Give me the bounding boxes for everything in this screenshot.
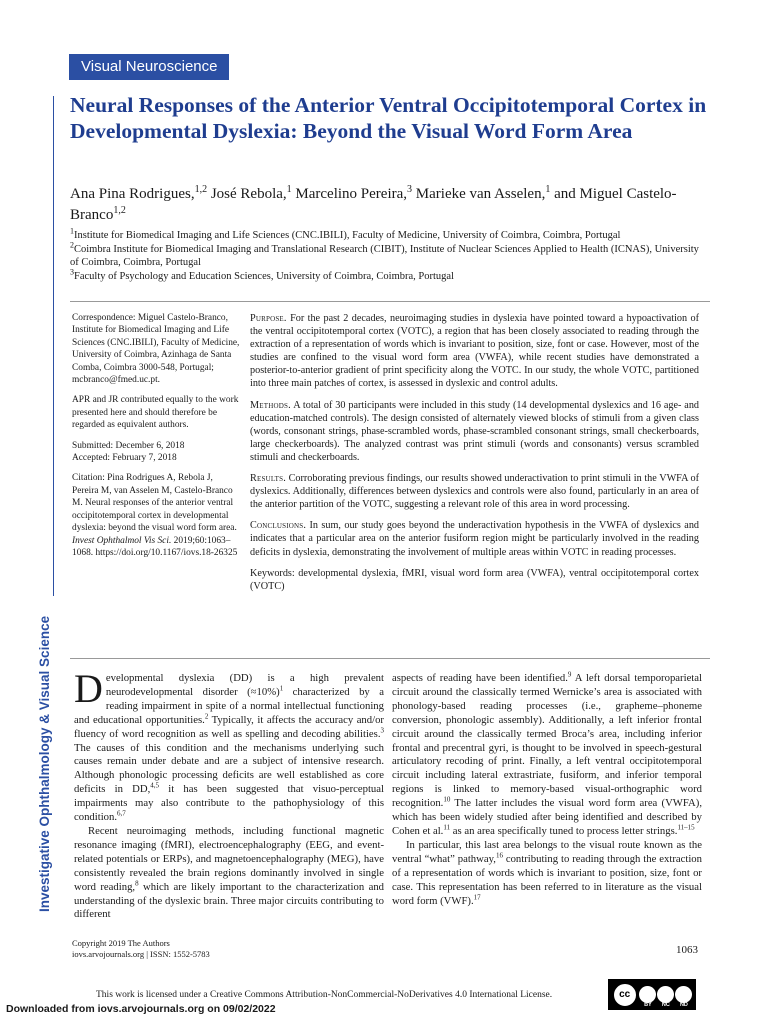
abstract-methods	[250, 399, 699, 464]
affiliation-item	[70, 226, 710, 243]
citation-text: Citation: Pina Rodrigues A, Rebola J, Pereira M, van Asselen M, Castelo-Branco M. Neural responses of the anterior ventral occipitotemporal cortex in developmental dyslexia: beyond the visual word form area.	[72, 473, 237, 534]
purpose-text: For the past 2 decades, neuroimaging studies in dyslexia have pointed toward a hypoactivation of the ventral occipitotemporal cortex (VOTC), a region that has been closely associated to reading through the extraction of a representation of words which is invariant to position, size, font or case. However, most of the studies are confined to the visual word form area (VWFA), while recent studies have demonstrated a posterior-to-anterior gradient of print specificity along the VOTC. In our study, the whole VOTC, partitioned into three main patches of cortex, is assessed in dyslexic and control adults.	[250, 313, 699, 390]
journal-name-vertical: Investigative Ophthalmology & Visual Science	[37, 615, 52, 912]
affiliation-text: Institute for Biomedical Imaging and Life Sciences (CNC.IBILI), Faculty of Medicine, University of Coimbra, Coimbra, Portugal	[74, 230, 621, 241]
body-text: The causes of this condition and the mechanisms underlying such causes remain under debate and are a subject of intensive research. Although phonologic processing deficits are well established as core deficits in DD,	[74, 741, 384, 796]
conclusions-label: Conclusions.	[250, 520, 307, 532]
affiliation-item	[70, 267, 710, 284]
ref[interactable]: 11	[443, 823, 451, 832]
drop-cap: D	[74, 666, 103, 711]
author-affiliation: 1	[286, 184, 292, 195]
ref[interactable]: 4,5	[150, 781, 160, 790]
correspondence: Correspondence: Miguel Castelo-Branco, Institute for Biomedical Imaging and Life Sciences (CNC.IBILI), Faculty of Medicine, University of Coimbra, Azinhaga de Santa Comba, Coimbra 3000-548, Portugal; mcbranco@fmed.uc.pt.	[72, 313, 240, 386]
cc-icon: cc	[612, 982, 638, 1008]
dates	[72, 440, 240, 465]
methods-label: Methods.	[250, 399, 291, 411]
license-text[interactable]: This work is licensed under a Creative Commons Attribution-NonCommercial-NoDerivatives 4.0 International License.	[96, 990, 553, 1000]
author-name: Marieke van Asselen,	[415, 186, 546, 202]
body-text: contributing to reading through the extraction of a representation of words which is invariant to position, size, font or case. This representation has been referred to in literature as the visual word form (VWF).	[392, 852, 702, 907]
affiliation-number: 3	[70, 267, 74, 277]
cc-label-nc: NC	[661, 1002, 670, 1008]
body-text: as an area specifically tuned to process letter strings.	[450, 824, 678, 837]
body-text: In particular, this last area belongs to the visual route known as the ventral “what” pathway,	[392, 838, 702, 865]
body-text: it has been suggested that visuo-perceptual impairments may also contribute to the pathophysiology of this condition.	[74, 783, 384, 824]
affiliation-item	[70, 240, 710, 270]
body-paragraph	[392, 839, 702, 909]
results-label: Results.	[250, 473, 286, 485]
body-column-left	[74, 666, 385, 922]
ref[interactable]: 3	[380, 726, 384, 735]
ref[interactable]: 16	[495, 851, 503, 860]
conclusions-text: In sum, our study goes beyond the underactivation hypothesis in the VWFA of dyslexics and indicates that a particular area on the anterior fusiform region might be particularly involved in the reading deficits in dyslexia, demonstrating the involvement of multiple areas within VOTC in reading processes.	[250, 520, 700, 558]
affiliation-number: 2	[70, 240, 74, 250]
copyright: Copyright 2019 The Authors	[72, 938, 170, 948]
article-sidebar	[72, 312, 240, 567]
body-text: The latter includes the visual word form area (VWFA), which has been widely studied after being identified and described by Cohen et al.	[392, 797, 702, 837]
body-text: characterized by a reading impairment in spite of a normal intellectual functioning and educational opportunities.	[74, 685, 384, 726]
body-text: which are likely important to the characterization and understanding of the dyslexic brain. Three major circuits contributing to different	[74, 880, 385, 921]
body-text: Recent neuroimaging methods, including functional magnetic resonance imaging (fMRI), electroencephalography (EEG, and event-related potentials or ERPs), and magnetoencephalography (MEG), have consistently revealed the brain regions dominantly involved in single word reading,	[74, 824, 384, 893]
issn[interactable]: iovs.arvojournals.org | ISSN: 1552-5783	[72, 949, 210, 959]
body-text: Typically, it affects the accuracy and/or fluency of word recognition as well as spelling and decoding abilities.	[74, 713, 384, 740]
accepted-date: Accepted: February 7, 2018	[72, 453, 177, 464]
author-list	[70, 184, 710, 226]
citation-journal: Invest Ophthalmol Vis Sci.	[72, 535, 172, 546]
person-icon	[639, 986, 656, 1003]
affiliation-text: Faculty of Psychology and Education Sciences, University of Coimbra, Coimbra, Portugal	[74, 270, 454, 282]
section-tag	[69, 54, 229, 80]
citation	[72, 472, 240, 559]
non-commercial-icon	[657, 986, 674, 1003]
equal-contribution-note: APR and JR contributed equally to the work presented here and should therefore be regarded as equivalent authors.	[72, 395, 239, 431]
download-watermark: Downloaded from iovs.arvojournals.org on 09/02/2022	[6, 1003, 276, 1015]
section-tag-label: Visual Neuroscience	[81, 58, 218, 75]
results-text: Corroborating previous findings, our results showed underactivation to print stimuli in the VWFA of dyslexics. Additionally, differences between dyslexics and controls were also found, particularly in an area of the anterior partition of the VOTC, suggesting a relevant role of this area in word processing.	[250, 473, 700, 511]
author-affiliation: 3	[407, 184, 413, 195]
author-name: José Rebola,	[210, 186, 287, 202]
vertical-rule	[53, 96, 54, 596]
top-divider	[70, 301, 710, 302]
ref[interactable]: 1	[279, 684, 284, 693]
author-affiliation: 1,2	[194, 184, 208, 195]
author-name: Marcelino Pereira,	[295, 186, 408, 202]
ref[interactable]: 8	[135, 879, 139, 888]
author-name: and Miguel Castelo-Branco	[70, 186, 677, 223]
cc-license-badge[interactable]	[608, 979, 696, 1010]
body-paragraph	[74, 666, 384, 825]
body-paragraph	[74, 825, 384, 922]
ref[interactable]: 17	[473, 892, 481, 901]
abstract-purpose	[250, 312, 699, 391]
affiliation-number: 1	[70, 226, 74, 236]
ref[interactable]: 10	[443, 795, 451, 804]
footer-info	[72, 938, 210, 960]
keywords: Keywords: developmental dyslexia, fMRI, visual word form area (VWFA), ventral occipitotemporal cortex (VOTC)	[250, 567, 699, 592]
page-number: 1063	[676, 944, 698, 956]
ref[interactable]: 2	[204, 712, 209, 721]
cc-label-nd: ND	[679, 1002, 688, 1008]
purpose-label: Purpose.	[250, 313, 287, 324]
author-name: Ana Pina Rodrigues,	[70, 186, 195, 202]
abstract-divider	[70, 658, 710, 659]
body-text: aspects of reading have been identified.	[392, 672, 568, 684]
author-affiliation: 1	[545, 184, 551, 195]
author-affiliation: 1,2	[113, 205, 126, 216]
body-text: evelopmental dyslexia (DD) is a high prevalent neurodevelopmental disorder (≈10%)	[105, 672, 384, 698]
abstract-results	[250, 472, 699, 511]
cc-label-by: BY	[644, 1002, 652, 1008]
citation-doi[interactable]: 2019;60:1063–1068. https://doi.org/10.1167/iovs.18-26325	[72, 535, 238, 558]
body-text: A left dorsal temporoparietal circuit around the classically termed Wernicke’s area is associated with phonology-based reading processes (i.e., grapheme–phoneme conversion, phonologic assembly). Additionally, a left inferior frontal circuit around the classically termed Broca’s area, including inferior frontal and precentral gyri, is thought to be involved in speech-gestural articulatory recoding of print. Finally, a left ventral occipitotemporal circuit including lateral extrastriate, fusiform, and inferior temporal regions is linked to memory-based visual-orthographic word recognition.	[392, 672, 702, 810]
article-title: Neural Responses of the Anterior Ventral Occipitotemporal Cortex in Developmental Dyslexia: Beyond the Visual Word Form Area	[70, 93, 707, 143]
submitted-date: Submitted: December 6, 2018	[72, 440, 185, 451]
affiliation-text: Coimbra Institute for Biomedical Imaging and Translational Research (CIBIT), Institute of Nuclear Sciences Applied to Health (ICNAS), University of Coimbra, Coimbra, Portugal	[70, 243, 699, 269]
affiliations	[70, 226, 710, 283]
body-paragraph	[392, 672, 702, 839]
no-derivatives-icon	[675, 986, 692, 1003]
cc-labels	[639, 1002, 693, 1008]
methods-text: A total of 30 participants were included in this study (14 developmental dyslexics and 16 age- and education-matched controls). The design consisted of alternately viewed blocks of stimuli from a given class (words, consonant strings, phase-scrambled words, phase-scrambled consonant strings, small checkerboards, large checkerboards). The analyzed contrast was print stimuli (words and consonants) versus scrambled stimuli and checkerboards.	[250, 399, 700, 463]
body-column-right	[392, 672, 702, 908]
abstract	[250, 312, 699, 601]
ref[interactable]: 11–15	[677, 823, 695, 832]
ref[interactable]: 6,7	[117, 809, 126, 818]
abstract-conclusions	[250, 519, 699, 558]
ref[interactable]: 9	[567, 670, 572, 679]
